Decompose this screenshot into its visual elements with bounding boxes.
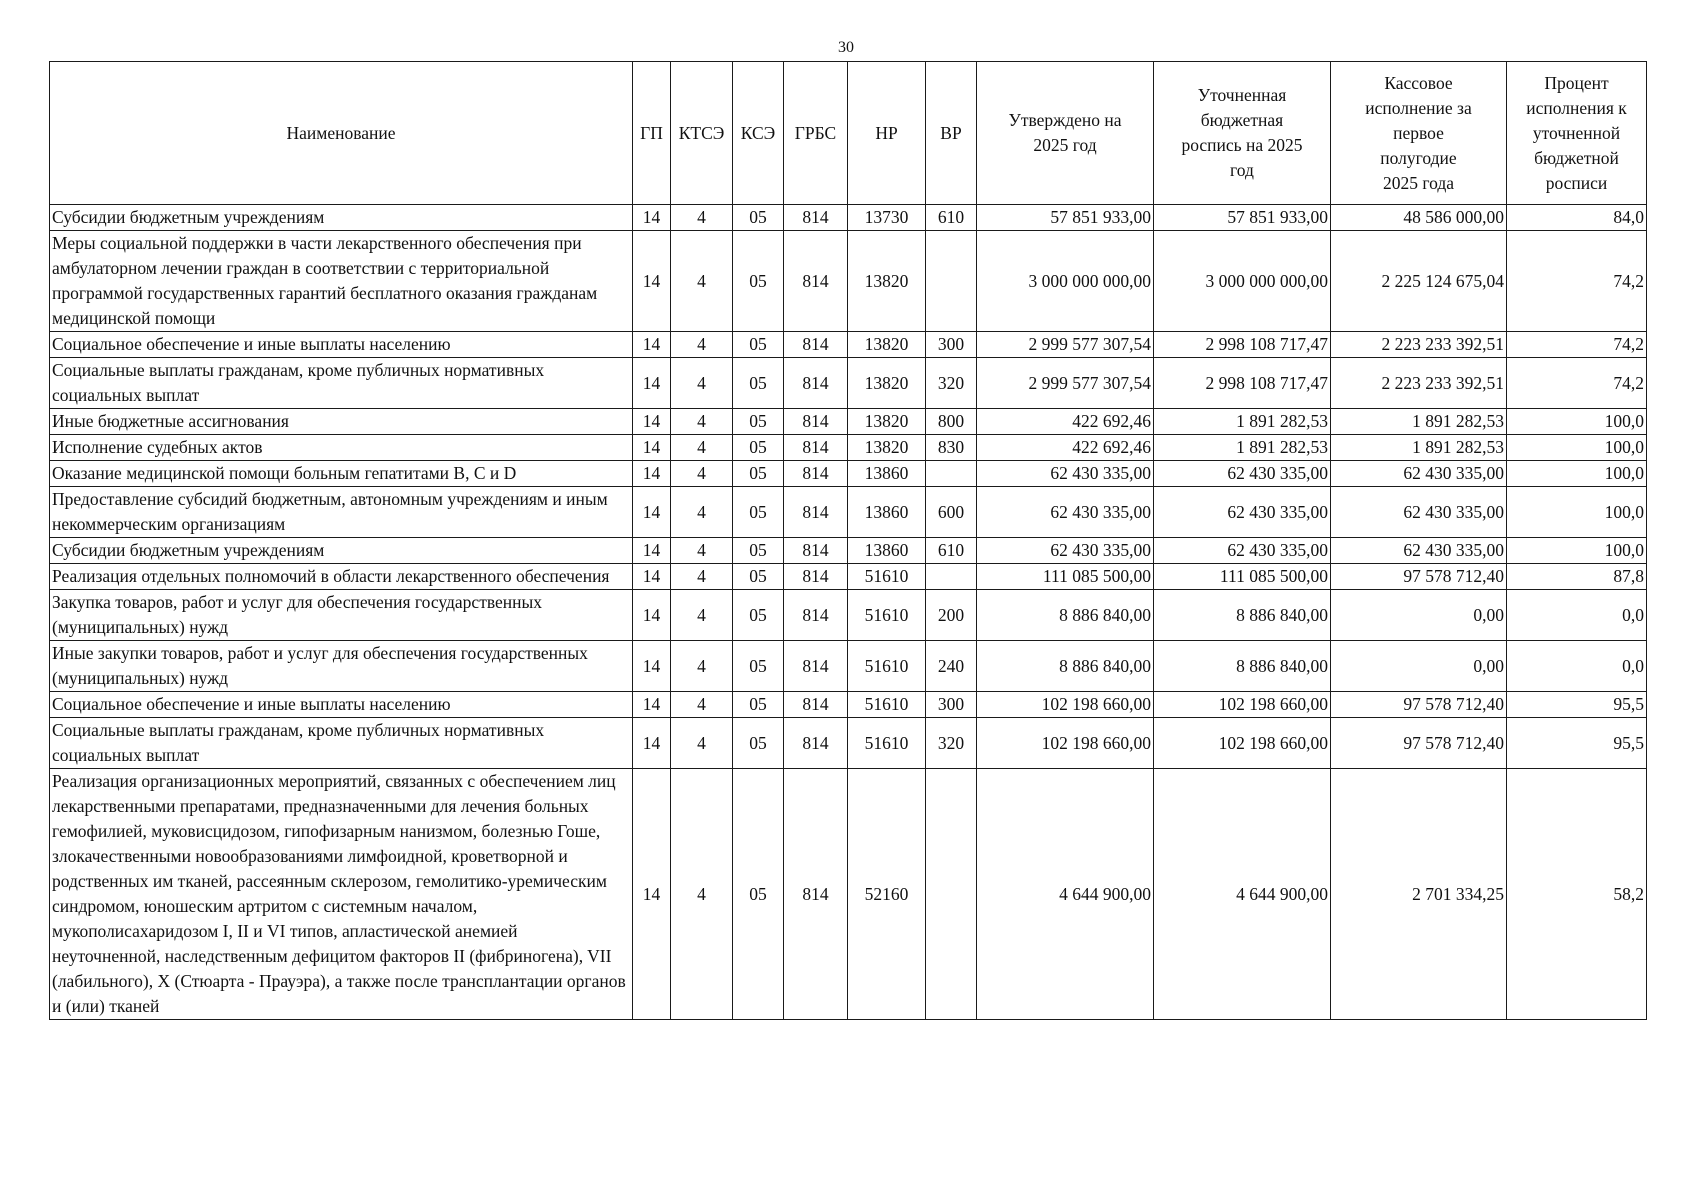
cell-gp: 14 — [633, 461, 671, 487]
cell-name: Реализация отдельных полномочий в области лекарственного обеспечения — [50, 564, 633, 590]
cell-refined: 102 198 660,00 — [1154, 692, 1331, 718]
cell-approved: 2 999 577 307,54 — [977, 358, 1154, 409]
cell-name: Иные закупки товаров, работ и услуг для обеспечения государственных (муниципальных) нужд — [50, 641, 633, 692]
cell-gp: 14 — [633, 409, 671, 435]
cell-cash: 0,00 — [1331, 641, 1507, 692]
cell-np: 13820 — [848, 435, 926, 461]
cell-ktse: 4 — [671, 718, 733, 769]
cell-ktse: 4 — [671, 332, 733, 358]
table-row — [50, 435, 1647, 461]
budget-execution-table — [49, 61, 1647, 1020]
cell-grbs: 814 — [784, 692, 848, 718]
cell-gp: 14 — [633, 641, 671, 692]
cell-gp: 14 — [633, 487, 671, 538]
cell-ktse: 4 — [671, 769, 733, 1020]
header-np: НР — [848, 62, 926, 205]
cell-grbs: 814 — [784, 358, 848, 409]
cell-name: Исполнение судебных актов — [50, 435, 633, 461]
cell-grbs: 814 — [784, 409, 848, 435]
cell-cash: 62 430 335,00 — [1331, 461, 1507, 487]
cell-percent: 74,2 — [1507, 332, 1647, 358]
table-row — [50, 332, 1647, 358]
cell-approved: 62 430 335,00 — [977, 461, 1154, 487]
cell-name: Социальные выплаты гражданам, кроме публичных нормативных социальных выплат — [50, 718, 633, 769]
cell-vr: 300 — [926, 332, 977, 358]
cell-kse: 05 — [733, 332, 784, 358]
cell-gp: 14 — [633, 590, 671, 641]
cell-approved: 422 692,46 — [977, 409, 1154, 435]
cell-refined: 1 891 282,53 — [1154, 409, 1331, 435]
cell-percent: 100,0 — [1507, 538, 1647, 564]
cell-refined: 102 198 660,00 — [1154, 718, 1331, 769]
cell-percent: 74,2 — [1507, 231, 1647, 332]
cell-grbs: 814 — [784, 641, 848, 692]
cell-kse: 05 — [733, 769, 784, 1020]
header-refined: Уточненная бюджетная роспись на 2025 год — [1154, 62, 1331, 205]
cell-cash: 62 430 335,00 — [1331, 487, 1507, 538]
table-row — [50, 409, 1647, 435]
cell-percent: 100,0 — [1507, 409, 1647, 435]
cell-cash: 97 578 712,40 — [1331, 718, 1507, 769]
cell-gp: 14 — [633, 769, 671, 1020]
cell-ktse: 4 — [671, 461, 733, 487]
cell-vr — [926, 769, 977, 1020]
table-row — [50, 590, 1647, 641]
table-row — [50, 769, 1647, 1020]
cell-kse: 05 — [733, 487, 784, 538]
cell-np: 13860 — [848, 538, 926, 564]
table-row — [50, 641, 1647, 692]
cell-np: 51610 — [848, 641, 926, 692]
cell-percent: 95,5 — [1507, 692, 1647, 718]
cell-kse: 05 — [733, 538, 784, 564]
cell-approved: 422 692,46 — [977, 435, 1154, 461]
cell-percent: 100,0 — [1507, 435, 1647, 461]
cell-ktse: 4 — [671, 487, 733, 538]
cell-vr: 610 — [926, 538, 977, 564]
cell-kse: 05 — [733, 205, 784, 231]
cell-gp: 14 — [633, 435, 671, 461]
cell-np: 13730 — [848, 205, 926, 231]
cell-gp: 14 — [633, 358, 671, 409]
cell-name: Социальные выплаты гражданам, кроме публичных нормативных социальных выплат — [50, 358, 633, 409]
cell-cash: 97 578 712,40 — [1331, 564, 1507, 590]
cell-grbs: 814 — [784, 332, 848, 358]
cell-vr — [926, 564, 977, 590]
cell-np: 13820 — [848, 409, 926, 435]
cell-ktse: 4 — [671, 435, 733, 461]
cell-cash: 62 430 335,00 — [1331, 538, 1507, 564]
cell-grbs: 814 — [784, 538, 848, 564]
cell-approved: 102 198 660,00 — [977, 718, 1154, 769]
table-row — [50, 538, 1647, 564]
cell-approved: 62 430 335,00 — [977, 487, 1154, 538]
cell-name: Оказание медицинской помощи больным гепатитами B, C и D — [50, 461, 633, 487]
cell-vr: 830 — [926, 435, 977, 461]
table-row — [50, 205, 1647, 231]
cell-np: 13820 — [848, 231, 926, 332]
cell-approved: 4 644 900,00 — [977, 769, 1154, 1020]
cell-approved: 57 851 933,00 — [977, 205, 1154, 231]
header-name: Наименование — [50, 62, 633, 205]
cell-np: 13860 — [848, 487, 926, 538]
cell-gp: 14 — [633, 538, 671, 564]
cell-ktse: 4 — [671, 538, 733, 564]
header-vr: ВР — [926, 62, 977, 205]
cell-refined: 62 430 335,00 — [1154, 487, 1331, 538]
table-row — [50, 692, 1647, 718]
cell-np: 51610 — [848, 590, 926, 641]
cell-kse: 05 — [733, 692, 784, 718]
cell-np: 13820 — [848, 358, 926, 409]
cell-vr: 610 — [926, 205, 977, 231]
cell-percent: 100,0 — [1507, 461, 1647, 487]
cell-ktse: 4 — [671, 231, 733, 332]
cell-approved: 8 886 840,00 — [977, 641, 1154, 692]
cell-approved: 62 430 335,00 — [977, 538, 1154, 564]
cell-kse: 05 — [733, 358, 784, 409]
cell-kse: 05 — [733, 461, 784, 487]
header-gp: ГП — [633, 62, 671, 205]
cell-np: 51610 — [848, 718, 926, 769]
cell-vr: 200 — [926, 590, 977, 641]
cell-np: 13860 — [848, 461, 926, 487]
cell-grbs: 814 — [784, 435, 848, 461]
table-row — [50, 718, 1647, 769]
cell-vr — [926, 461, 977, 487]
cell-refined: 62 430 335,00 — [1154, 461, 1331, 487]
cell-name: Закупка товаров, работ и услуг для обеспечения государственных (муниципальных) нужд — [50, 590, 633, 641]
cell-cash: 1 891 282,53 — [1331, 409, 1507, 435]
cell-refined: 8 886 840,00 — [1154, 641, 1331, 692]
cell-gp: 14 — [633, 205, 671, 231]
cell-gp: 14 — [633, 692, 671, 718]
header-kse: КСЭ — [733, 62, 784, 205]
cell-cash: 2 223 233 392,51 — [1331, 332, 1507, 358]
table-row — [50, 564, 1647, 590]
cell-ktse: 4 — [671, 692, 733, 718]
cell-percent: 74,2 — [1507, 358, 1647, 409]
cell-gp: 14 — [633, 718, 671, 769]
cell-ktse: 4 — [671, 564, 733, 590]
table-header-row — [50, 62, 1647, 205]
table-row — [50, 231, 1647, 332]
page-number: 30 — [838, 39, 854, 56]
cell-cash: 2 225 124 675,04 — [1331, 231, 1507, 332]
header-ktse: КТСЭ — [671, 62, 733, 205]
cell-percent: 84,0 — [1507, 205, 1647, 231]
cell-kse: 05 — [733, 231, 784, 332]
cell-grbs: 814 — [784, 461, 848, 487]
cell-cash: 2 701 334,25 — [1331, 769, 1507, 1020]
header-approved: Утверждено на 2025 год — [977, 62, 1154, 205]
cell-name: Субсидии бюджетным учреждениям — [50, 538, 633, 564]
cell-refined: 4 644 900,00 — [1154, 769, 1331, 1020]
cell-approved: 111 085 500,00 — [977, 564, 1154, 590]
cell-approved: 3 000 000 000,00 — [977, 231, 1154, 332]
cell-refined: 1 891 282,53 — [1154, 435, 1331, 461]
cell-name: Меры социальной поддержки в части лекарственного обеспечения при амбулаторном лечении граждан в соответствии с территориальной программой государственных гарантий бесплатного оказания гражданам медицинской помощи — [50, 231, 633, 332]
cell-grbs: 814 — [784, 590, 848, 641]
cell-name: Реализация организационных мероприятий, связанных с обеспечением лиц лекарственными препаратами, предназначенными для лечения больных гемофилией, муковисцидозом, гипофизарным нанизмом, болезнью Гоше, злокачественными новообразованиями лимфоидной, кроветворной и родственных им тканей, рассеянным склерозом, гемолитико-уремическим синдромом, юношеским артритом с системным началом, мукополисахаридозом I, II и VI типов, апластической анемией неуточненной, наследственным дефицитом факторов II (фибриногена), VII (лабильного), X (Стюарта - Прауэра), а также после трансплантации органов и (или) тканей — [50, 769, 633, 1020]
cell-percent: 95,5 — [1507, 718, 1647, 769]
cell-approved: 8 886 840,00 — [977, 590, 1154, 641]
cell-np: 52160 — [848, 769, 926, 1020]
cell-vr: 600 — [926, 487, 977, 538]
cell-kse: 05 — [733, 718, 784, 769]
cell-percent: 100,0 — [1507, 487, 1647, 538]
table-row — [50, 461, 1647, 487]
cell-percent: 58,2 — [1507, 769, 1647, 1020]
cell-name: Иные бюджетные ассигнования — [50, 409, 633, 435]
cell-ktse: 4 — [671, 205, 733, 231]
cell-vr: 320 — [926, 358, 977, 409]
cell-approved: 102 198 660,00 — [977, 692, 1154, 718]
cell-np: 13820 — [848, 332, 926, 358]
cell-grbs: 814 — [784, 231, 848, 332]
cell-refined: 3 000 000 000,00 — [1154, 231, 1331, 332]
cell-np: 51610 — [848, 692, 926, 718]
cell-cash: 2 223 233 392,51 — [1331, 358, 1507, 409]
cell-name: Предоставление субсидий бюджетным, автономным учреждениям и иным некоммерческим организациям — [50, 487, 633, 538]
cell-refined: 2 998 108 717,47 — [1154, 358, 1331, 409]
cell-percent: 87,8 — [1507, 564, 1647, 590]
cell-gp: 14 — [633, 231, 671, 332]
cell-kse: 05 — [733, 590, 784, 641]
header-grbs: ГРБС — [784, 62, 848, 205]
cell-gp: 14 — [633, 332, 671, 358]
cell-cash: 97 578 712,40 — [1331, 692, 1507, 718]
header-percent: Процент исполнения к уточненной бюджетной росписи — [1507, 62, 1647, 205]
cell-vr: 300 — [926, 692, 977, 718]
cell-grbs: 814 — [784, 718, 848, 769]
cell-refined: 62 430 335,00 — [1154, 538, 1331, 564]
cell-refined: 8 886 840,00 — [1154, 590, 1331, 641]
cell-percent: 0,0 — [1507, 590, 1647, 641]
cell-vr: 240 — [926, 641, 977, 692]
cell-refined: 111 085 500,00 — [1154, 564, 1331, 590]
cell-name: Социальное обеспечение и иные выплаты населению — [50, 332, 633, 358]
cell-np: 51610 — [848, 564, 926, 590]
table-row — [50, 487, 1647, 538]
cell-percent: 0,0 — [1507, 641, 1647, 692]
cell-ktse: 4 — [671, 590, 733, 641]
cell-name: Субсидии бюджетным учреждениям — [50, 205, 633, 231]
cell-ktse: 4 — [671, 409, 733, 435]
cell-kse: 05 — [733, 641, 784, 692]
cell-grbs: 814 — [784, 564, 848, 590]
cell-name: Социальное обеспечение и иные выплаты населению — [50, 692, 633, 718]
cell-grbs: 814 — [784, 487, 848, 538]
cell-grbs: 814 — [784, 769, 848, 1020]
cell-cash: 0,00 — [1331, 590, 1507, 641]
header-cash: Кассовое исполнение за первое полугодие 2025 года — [1331, 62, 1507, 205]
cell-cash: 1 891 282,53 — [1331, 435, 1507, 461]
cell-gp: 14 — [633, 564, 671, 590]
cell-vr: 800 — [926, 409, 977, 435]
cell-refined: 2 998 108 717,47 — [1154, 332, 1331, 358]
cell-approved: 2 999 577 307,54 — [977, 332, 1154, 358]
table-row — [50, 358, 1647, 409]
cell-cash: 48 586 000,00 — [1331, 205, 1507, 231]
cell-refined: 57 851 933,00 — [1154, 205, 1331, 231]
cell-vr — [926, 231, 977, 332]
cell-vr: 320 — [926, 718, 977, 769]
cell-kse: 05 — [733, 409, 784, 435]
cell-kse: 05 — [733, 435, 784, 461]
cell-kse: 05 — [733, 564, 784, 590]
table-body — [50, 205, 1647, 1020]
cell-grbs: 814 — [784, 205, 848, 231]
cell-ktse: 4 — [671, 358, 733, 409]
cell-ktse: 4 — [671, 641, 733, 692]
